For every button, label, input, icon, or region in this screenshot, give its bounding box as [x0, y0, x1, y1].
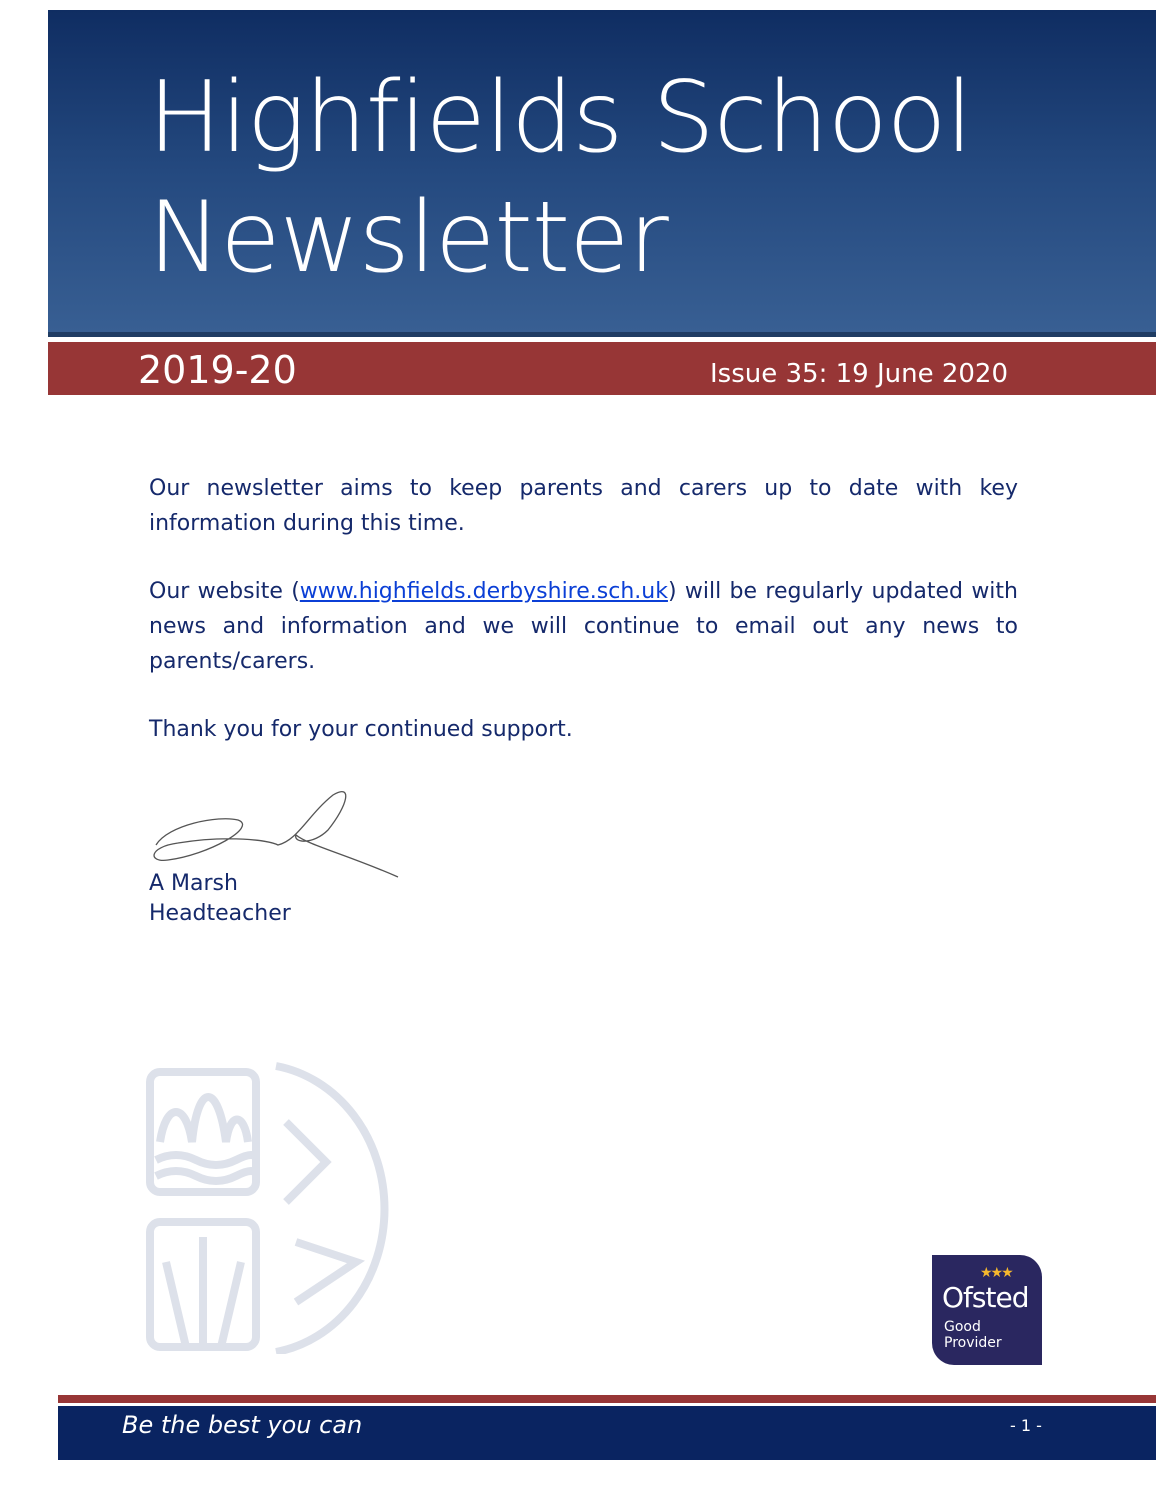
rating-line-2: Provider: [944, 1335, 1002, 1351]
page-title: [148, 58, 972, 298]
text: ) will be regularly updated with news and information and we will continue to email out any news to parents/carers.: [149, 579, 1018, 674]
website-link[interactable]: www.highfields.derbyshire.sch.uk: [299, 579, 668, 604]
issue-date: Issue 35: 19 June 2020: [710, 359, 1009, 389]
signatory-name: A Marsh: [149, 871, 238, 896]
stars-icon: ★★★: [980, 1265, 1012, 1281]
signatory-role: Headteacher: [149, 901, 291, 926]
page-number: - 1 -: [1010, 1416, 1042, 1435]
thanks-paragraph: Thank you for your continued support.: [149, 717, 573, 742]
header-divider: [48, 332, 1156, 337]
footer-divider: [58, 1395, 1156, 1403]
title-line-2: Newsletter: [148, 181, 668, 295]
school-year: 2019-20: [138, 348, 297, 392]
intro-paragraph: Our newsletter aims to keep parents and carers up to date with key information during this time.: [149, 476, 1018, 536]
ofsted-badge: [932, 1255, 1042, 1365]
website-paragraph: [149, 574, 1018, 679]
title-line-1: Highfields School: [148, 61, 972, 175]
school-crest-watermark: [126, 1062, 396, 1354]
school-motto: Be the best you can: [122, 1411, 363, 1439]
ofsted-logo-text: Ofsted: [942, 1281, 1029, 1314]
rating-line-1: Good: [944, 1319, 981, 1335]
text: Our website (: [149, 579, 300, 604]
